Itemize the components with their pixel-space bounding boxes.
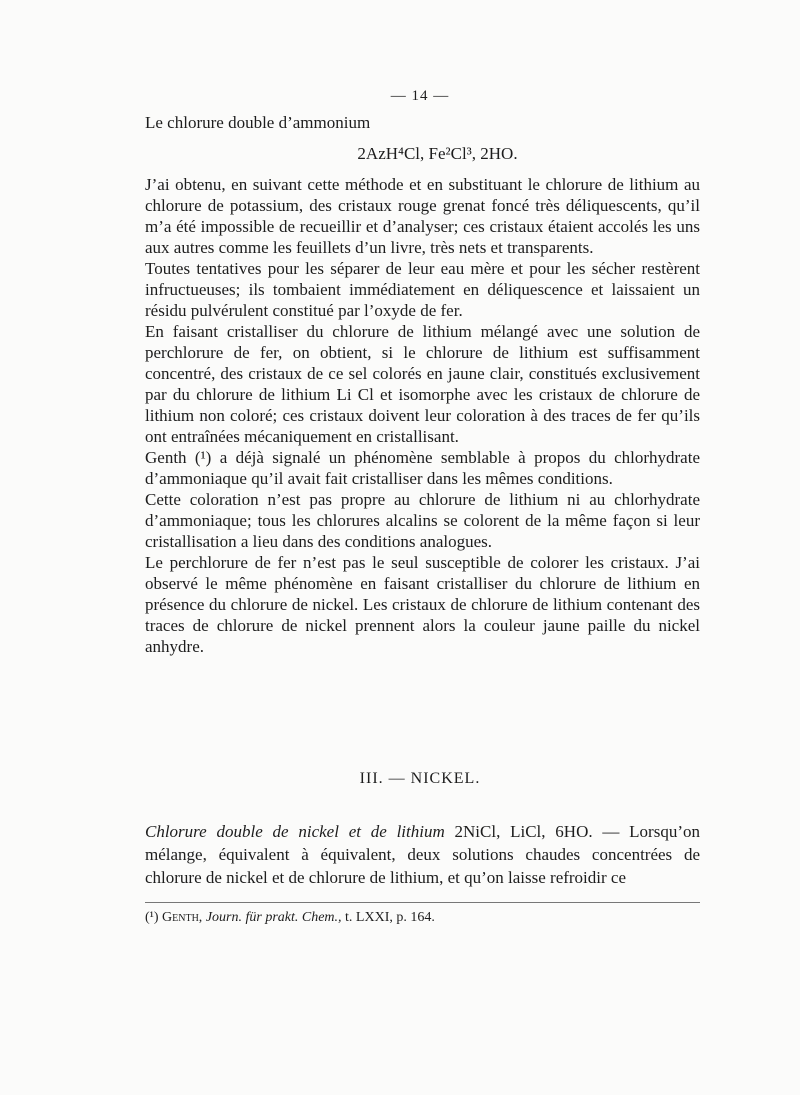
paragraph-5: Cette coloration n’est pas propre au chlorure de lithium ni au chlorhydrate d’ammoniaque; tous les chlorures alcalins se colorent de la même façon si leur cristallisation a lieu dans des conditions analogues. bbox=[145, 490, 700, 551]
paragraph-2: Toutes tentatives pour les séparer de leur eau mère et pour les sécher restèrent infructueuses; ils tombaient immédiatement en déliquescence et laissaient un résidu pulvérulent constitué par l’oxyde de fer. bbox=[145, 259, 700, 320]
footnote-author: Genth, bbox=[162, 910, 203, 925]
paragraph-6: Le perchlorure de fer n’est pas le seul susceptible de colorer les cristaux. J’ai observé le même phénomène en faisant cristalliser du chlorure de lithium en présence du chlorure de nickel. Les cristaux de chlorure de lithium contenant des traces de chlorure de nickel prennent alors la couleur jaune paille du nickel anhydre. bbox=[145, 553, 700, 656]
footnote-divider bbox=[145, 902, 700, 903]
nickel-italic-title: Chlorure double de nickel et de lithium bbox=[145, 822, 445, 841]
footnote bbox=[145, 910, 700, 926]
page-number: — 14 — bbox=[390, 88, 450, 104]
chemical-formula: 2AzH⁴Cl, Fe²Cl³, 2HO. bbox=[357, 144, 518, 163]
intro-line: Le chlorure double d’ammonium bbox=[145, 113, 371, 132]
footnote-marker: (¹) bbox=[145, 910, 159, 925]
footnote-journal: Journ. für prakt. Chem., bbox=[205, 910, 342, 925]
nickel-paragraph-text: 2NiCl, LiCl, 6HO. — Lorsqu’on mélange, équivalent à équivalent, deux solutions chaudes concentrées de chlorure de nickel et de chlorure de lithium, et qu’on laisse refroidir ce bbox=[145, 822, 700, 887]
footnote-ref: t. LXXI, p. 164. bbox=[345, 910, 435, 925]
main-text-block bbox=[145, 112, 700, 657]
paragraph-4: Genth (¹) a déjà signalé un phénomène semblable à propos du chlorhydrate d’ammoniaque qu’il avait fait cristalliser dans les mêmes conditions. bbox=[145, 448, 700, 488]
section-heading: III. — NICKEL. bbox=[359, 770, 481, 787]
paragraph-3: En faisant cristalliser du chlorure de lithium mélangé avec une solution de perchlorure de fer, on obtient, si le chlorure de lithium est suffisamment concentré, des cristaux de ce sel colorés en jaune clair, constitués exclusivement par du chlorure de lithium Li Cl et isomorphe avec les cristaux de chlorure de lithium non coloré; ces cristaux doivent leur coloration à des traces de fer qu’ils ont entraînées mécaniquement en cristallisant. bbox=[145, 322, 700, 446]
paragraph-1: J’ai obtenu, en suivant cette méthode et en substituant le chlorure de lithium au chlorure de potassium, des cristaux rouge grenat foncé très déliquescents, qu’il m’a été impossible de recueillir et d’analyser; ces cristaux étaient accolés les uns aux autres comme les feuillets d’un livre, très nets et transparents. bbox=[145, 175, 700, 257]
nickel-paragraph bbox=[145, 820, 700, 889]
